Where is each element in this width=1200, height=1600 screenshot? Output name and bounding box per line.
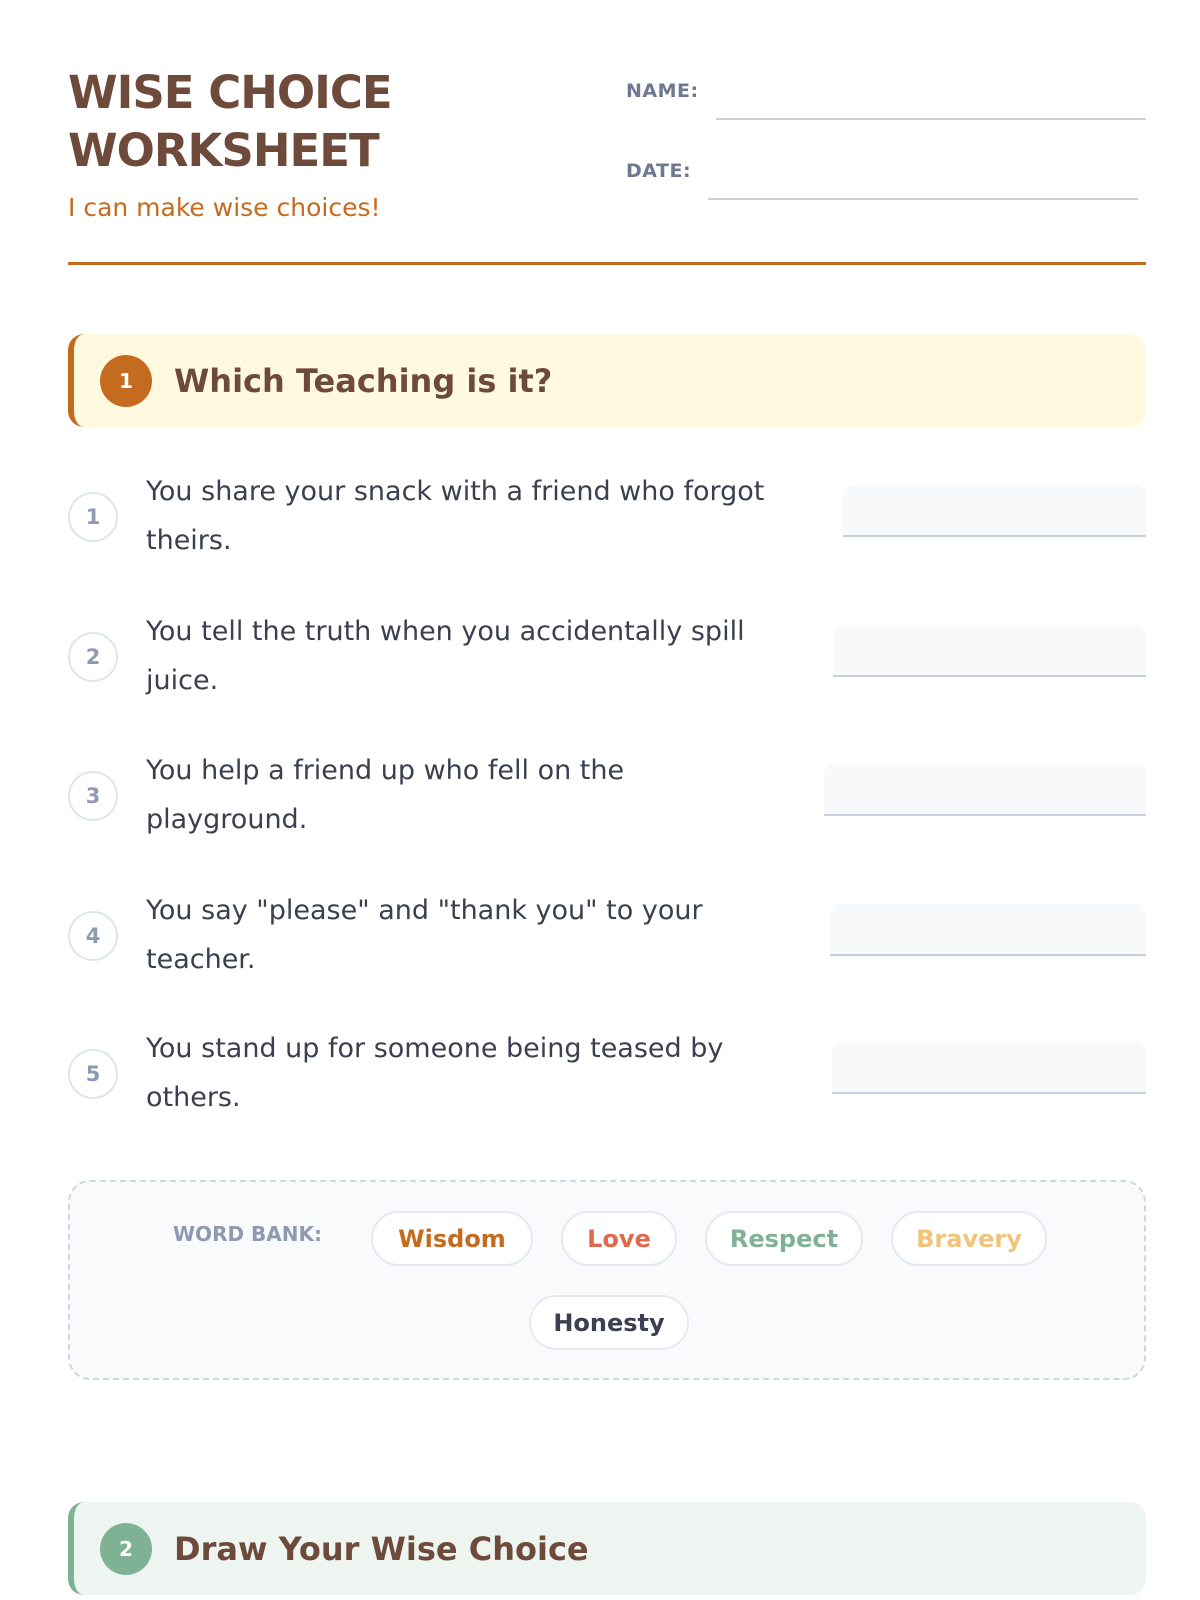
question-text: You share your snack with a friend who forgot theirs. xyxy=(146,476,765,556)
section-2-header xyxy=(68,1502,1146,1595)
worksheet-subtitle: I can make wise choices! xyxy=(68,193,381,222)
answer-input[interactable] xyxy=(830,904,1146,956)
date-field[interactable] xyxy=(708,198,1138,200)
worksheet-title xyxy=(68,64,392,180)
name-field[interactable] xyxy=(716,118,1146,120)
question-number-badge: 4 xyxy=(68,911,118,961)
question-item xyxy=(68,607,1146,707)
word-chip-honesty: Honesty xyxy=(529,1295,689,1350)
word-bank-label: WORD BANK: xyxy=(173,1222,322,1246)
header-divider xyxy=(68,262,1146,265)
section-1-header xyxy=(68,334,1146,427)
date-label: DATE: xyxy=(626,160,692,182)
word-chip-respect: Respect xyxy=(705,1211,863,1266)
question-text: You say "please" and "thank you" to your teacher. xyxy=(146,895,703,975)
answer-input[interactable] xyxy=(824,764,1146,816)
question-text: You tell the truth when you accidentally spill juice. xyxy=(146,616,745,696)
question-item xyxy=(68,746,1146,846)
question-number-badge: 3 xyxy=(68,771,118,821)
answer-input[interactable] xyxy=(833,625,1146,677)
word-chip-wisdom: Wisdom xyxy=(371,1211,533,1266)
section-2-title: Draw Your Wise Choice xyxy=(174,1529,589,1568)
question-item xyxy=(68,886,1146,986)
question-item xyxy=(68,1024,1146,1124)
question-number-badge: 5 xyxy=(68,1049,118,1099)
word-bank xyxy=(68,1180,1146,1380)
answer-input[interactable] xyxy=(832,1042,1146,1094)
title-line-1: WISE CHOICE xyxy=(68,66,392,119)
question-number-badge: 1 xyxy=(68,492,118,542)
question-item xyxy=(68,467,1146,567)
answer-input[interactable] xyxy=(843,485,1146,537)
question-number-badge: 2 xyxy=(68,632,118,682)
section-1-number-badge: 1 xyxy=(100,355,152,407)
word-chip-love: Love xyxy=(561,1211,677,1266)
section-1-title: Which Teaching is it? xyxy=(174,361,553,400)
word-chip-bravery: Bravery xyxy=(891,1211,1047,1266)
question-text: You help a friend up who fell on the playground. xyxy=(146,755,625,835)
section-2-number-badge: 2 xyxy=(100,1523,152,1575)
name-label: NAME: xyxy=(626,80,699,102)
title-line-2: WORKSHEET xyxy=(68,124,379,177)
question-text: You stand up for someone being teased by others. xyxy=(146,1033,724,1113)
